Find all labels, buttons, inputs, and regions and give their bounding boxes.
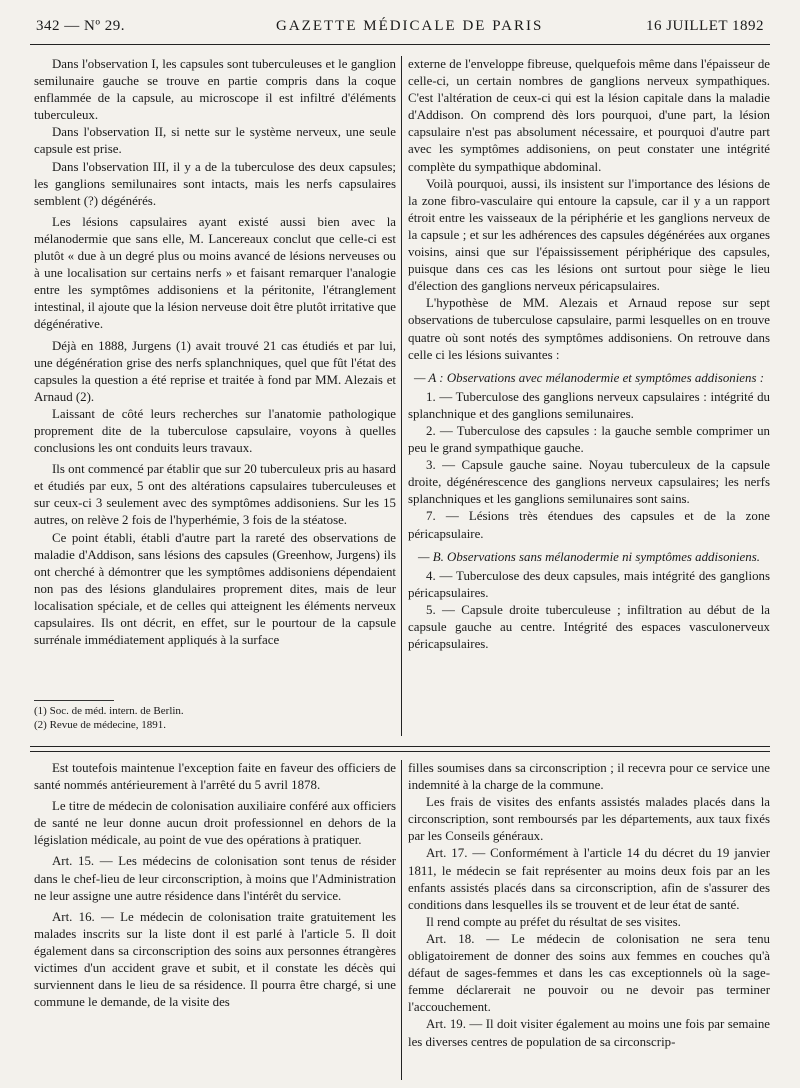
column-divider (401, 56, 402, 736)
article-17: Art. 17. — Conformément à l'article 14 du décret du 19 janvier 1811, le médecin se fait représenter au moins deux fois par an les enfants assistés placés dans sa circonscription, afin de s'assurer des conditions dans lesquelles ils se trouvent et de leur état de santé. (408, 846, 770, 912)
paragraph: Ils ont commencé par établir que sur 20 tuberculeux pris au hasard et étudiés par eux, 5 ont des altérations capsulaires tuberculeuses et sur ceux-ci 3 seulement avec des symptômes addisoniens. Sur les 15 autres, on relève 2 fois de l'hyperhémie, 3 fois de la stéatose. (34, 462, 396, 528)
column-divider-bottom (401, 760, 402, 1080)
footnotes (34, 700, 394, 732)
paragraph: externe de l'enveloppe fibreuse, quelquefois même dans l'épaisseur de celle-ci, un certain nombres de ganglions nerveux sympathiques. C'est l'altération de ceux-ci qui est la lésion capitale dans la maladie d'Addison. On comprend dès lors pourquoi, d'une part, la lésion capsulaire n'est pas absolument nécessaire, et pourquoi d'autre part avec les symptômes addisoniens, on peut constater une intégrité complète du sympathique abdominal. (408, 57, 770, 174)
top-right-column (408, 56, 770, 653)
article-19: Art. 19. — Il doit visiter également au moins une fois par semaine les diverses centres de population de sa circonscrip- (408, 1017, 770, 1049)
paragraph: Dans l'observation III, il y a de la tuberculose des deux capsules; les ganglions semilunaires sont intacts, mais les nerfs capsulaires semblent (?) dégénérés. (34, 159, 396, 208)
list-item: 1. — Tuberculose des ganglions nerveux capsulaires : intégrité du splanchnique et des ganglions semilunaires. (408, 389, 770, 421)
list-item: 7. — Lésions très étendues des capsules et de la zone péricapsulaire. (408, 509, 770, 541)
bottom-left-column (34, 760, 396, 1011)
list-item: 2. — Tuberculose des capsules : la gauche semble comprimer un peu le grand sympathique gauche. (408, 423, 770, 456)
article-15: Art. 15. — Les médecins de colonisation sont tenus de résider dans le chef-lieu de leur circonscription, à moins que l'Administration ne leur assigne une autre résidence dans l'intérêt du service. (34, 854, 396, 903)
paragraph: Les lésions capsulaires ayant existé aussi bien avec la mélanodermie que sans elle, M. Lancereaux conclut que celle-ci est plutôt « due à un degré plus ou moins avancé de lésions nerveuses ou à une localisation sur certains nerfs » et faisant remarquer l'analogie entre les symptômes addisoniens et la péritonite, l'étranglement intestinal, il ajoute que la lésion nerveuse doit être plutôt irritative que dégénérative. (34, 214, 396, 332)
paragraph: Dans l'observation II, si nette sur le système nerveux, une seule capsule est prise. (34, 125, 396, 157)
paragraph: Dans l'observation I, les capsules sont tuberculeuses et le ganglion semilunaire gauche se trouve en partie compris dans la coque enflammée de la capsule, au microscope il est infiltré d'éléments tuberculeux. (34, 57, 396, 123)
paragraph: filles soumises dans sa circonscription ; il recevra pour ce service une indemnité à la charge de la commune. (408, 761, 770, 793)
footnote: (1) Soc. de méd. intern. de Berlin. (34, 705, 184, 717)
paragraph: Voilà pourquoi, aussi, ils insistent sur l'importance des lésions de la zone fibro-vasculaire qui entoure la capsule, car il y a un rapport étroit entre les vaisseaux de la périphérie et les ganglions nerveux de la capsule ; et sur les adhérences des capsules dégénérées aux organes voisins, ainsi que sur l'épaississement périphérique des capsules, puisque dans ces cas les lésions ont surtout pour siège le lieu d'élection des ganglions nerveux péricapsulaires. (408, 176, 770, 294)
page-number: 342 — Nº 29. (36, 18, 125, 34)
footnote: (2) Revue de médecine, 1891. (34, 719, 166, 731)
header-rule (30, 44, 770, 45)
list-item: 5. — Capsule droite tuberculeuse ; infiltration au début de la capsule gauche au centre. Intégrité des espaces vasculonerveux péricapsulaires. (408, 602, 770, 652)
paragraph: Ce point établi, établi d'autre part la rareté des observations de maladie d'Addison, sans lésions des capsules (Greenhow, Jurgens) ils ont cherché à démontrer que les symptômes addisoniens dépendaient non pas des lésions glandulaires proprement dites, mais de leur localisation spéciale, et de celles qui atteignent les éléments nerveux capsulaires. Ils ont décrit, en effet, sur le pourtour de la capsule surrénale immédiatement appliqués à la surface (34, 530, 396, 648)
section-double-rule (30, 746, 770, 752)
section-heading-a: — A : Observations avec mélanodermie et symptômes addisoniens : (413, 370, 765, 385)
paragraph: Laissant de côté leurs recherches sur l'anatomie pathologique proprement dite de la tuberculose capsulaire, voyons à quelles conclusions les ont conduits leurs travaux. (34, 406, 396, 456)
section-heading-b: — B. Observations sans mélanodermie ni symptômes addisoniens. (418, 549, 760, 564)
list-item: 4. — Tuberculose des deux capsules, mais intégrité des ganglions péricapsulaires. (408, 568, 770, 600)
issue-date: 16 JUILLET 1892 (645, 18, 764, 34)
page-header (36, 14, 764, 40)
paragraph: Est toutefois maintenue l'exception faite en faveur des officiers de santé nommés antérieurement à l'arrêté du 5 avril 1878. (34, 761, 396, 793)
paragraph: Les frais de visites des enfants assistés malades placés dans la circonscription, sont remboursés par les départements, aux taux fixés par les Conseils généraux. (408, 795, 770, 844)
list-item: 3. — Capsule gauche saine. Noyau tuberculeux de la capsule droite, dégénérescence des ganglions nerveux capsulaires; les nerfs splanchniques et les ganglions semilunaires sont sains. (408, 458, 770, 507)
bottom-right-column (408, 760, 770, 1051)
paragraph: Déjà en 1888, Jurgens (1) avait trouvé 21 cas étudiés et par lui, une dégénération grise des nerfs splanchniques, quel que fût l'état des capsules la question a été reprise et traitée à fond par MM. Alezais et Arnaud (2). (34, 338, 396, 404)
top-left-column (34, 56, 396, 649)
footnote-rule (34, 700, 114, 701)
journal-title: GAZETTE MÉDICALE DE PARIS (276, 18, 544, 34)
paragraph: Il rend compte au préfet du résultat de ses visites. (426, 914, 681, 929)
article-16: Art. 16. — Le médecin de colonisation traite gratuitement les malades inscrits sur la liste dont il est parlé à l'article 5. Il doit également dans sa circonscription des soins aux personnes étrangères victimes d'un accident grave et subit, et il constate les décès qui surviennent dans le lieu de sa résidence. Il pourra être chargé, si une commune le demande, de la visite des (34, 909, 396, 1010)
paragraph: Le titre de médecin de colonisation auxiliaire conféré aux officiers de santé ne leur donne aucun droit professionnel en dehors de la législation médicale, au point de vue des opérations à pratiquer. (34, 799, 396, 848)
article-18: Art. 18. — Le médecin de colonisation ne sera tenu obligatoirement de donner des soins aux femmes en couches qu'à défaut de sages-femmes et dans les cas exceptionnels où la sage-femme déclarerait ne pouvoir ou ne devoir pas terminer l'accouchement. (408, 931, 770, 1015)
paragraph: L'hypothèse de MM. Alezais et Arnaud repose sur sept observations de tuberculose capsulaire, parmi lesquelles on en trouve quatre où sont notés des symptômes addisoniens. On retrouve dans celle ci les lésions suivantes : (408, 296, 770, 362)
